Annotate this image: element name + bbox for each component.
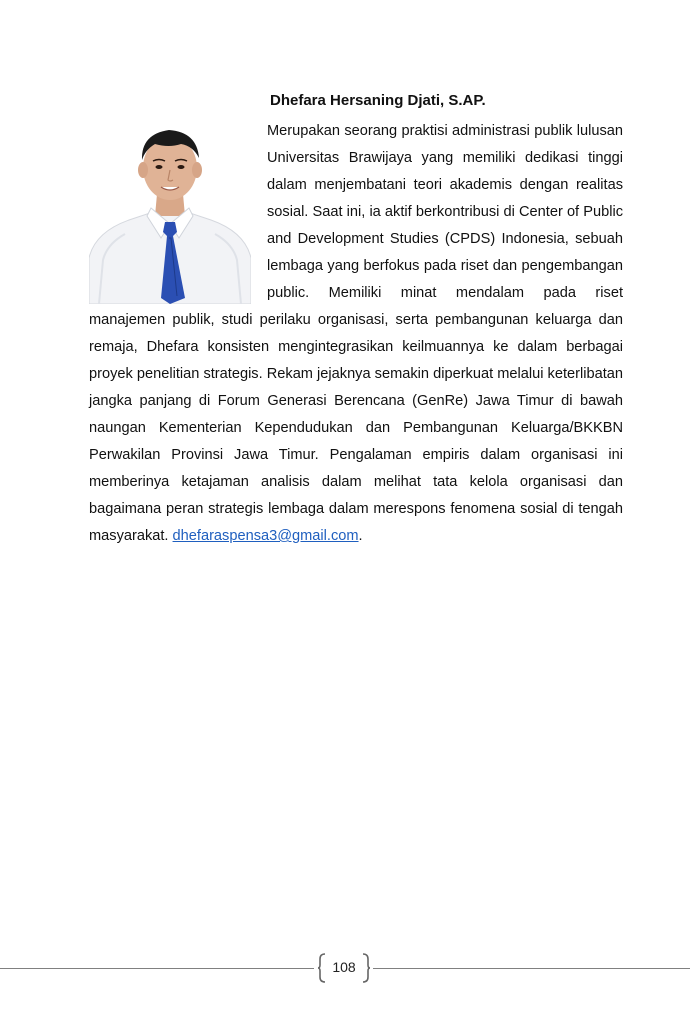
page-number: 108: [332, 959, 356, 975]
footer-rule-left: [0, 968, 314, 969]
author-photo: [89, 120, 251, 304]
author-name: Dhefara Hersaning Djati, S.AP.: [270, 92, 486, 109]
page-number-frame: [318, 953, 370, 983]
author-bio: [89, 90, 623, 550]
footer-rule-right: [373, 968, 690, 969]
bio-body: Merupakan seorang praktisi administrasi publik lulusan Universitas Brawijaya yang memiliki dedikasi tinggi dalam menjembatani teori akademis dengan realitas sosial. Saat ini, ia aktif berkontribusi di Center of Public and Development Studies (CPDS) Indonesia, sebuah lembaga yang berfokus pada riset dan pengembangan public. Memiliki minat mendalam pada riset manajemen publik, studi perilaku organisasi, serta pembangunan keluarga dan remaja, Dhefara konsisten mengintegrasikan keilmuannya ke dalam berbagai proyek penelitian strategis. Rekam jejaknya semakin diperkuat melalui keterlibatan jangka panjang di Forum Generasi Berencana (GenRe) Jawa Timur di bawah naungan Kementerian Kependudukan dan Pembangunan Keluarga/BKKBN Perwakilan Provinsi Jawa Timur. Pengalaman empiris dalam organisasi ini memberinya ketajaman analisis dalam melihat tata kelola organisasi dan bagaimana peran strategis lembaga dalam merespons fenomena sosial di tengah masyarakat.: [89, 123, 623, 544]
email-suffix: .: [358, 528, 363, 544]
author-email-link[interactable]: dhefaraspensa3@gmail.com: [172, 528, 359, 544]
